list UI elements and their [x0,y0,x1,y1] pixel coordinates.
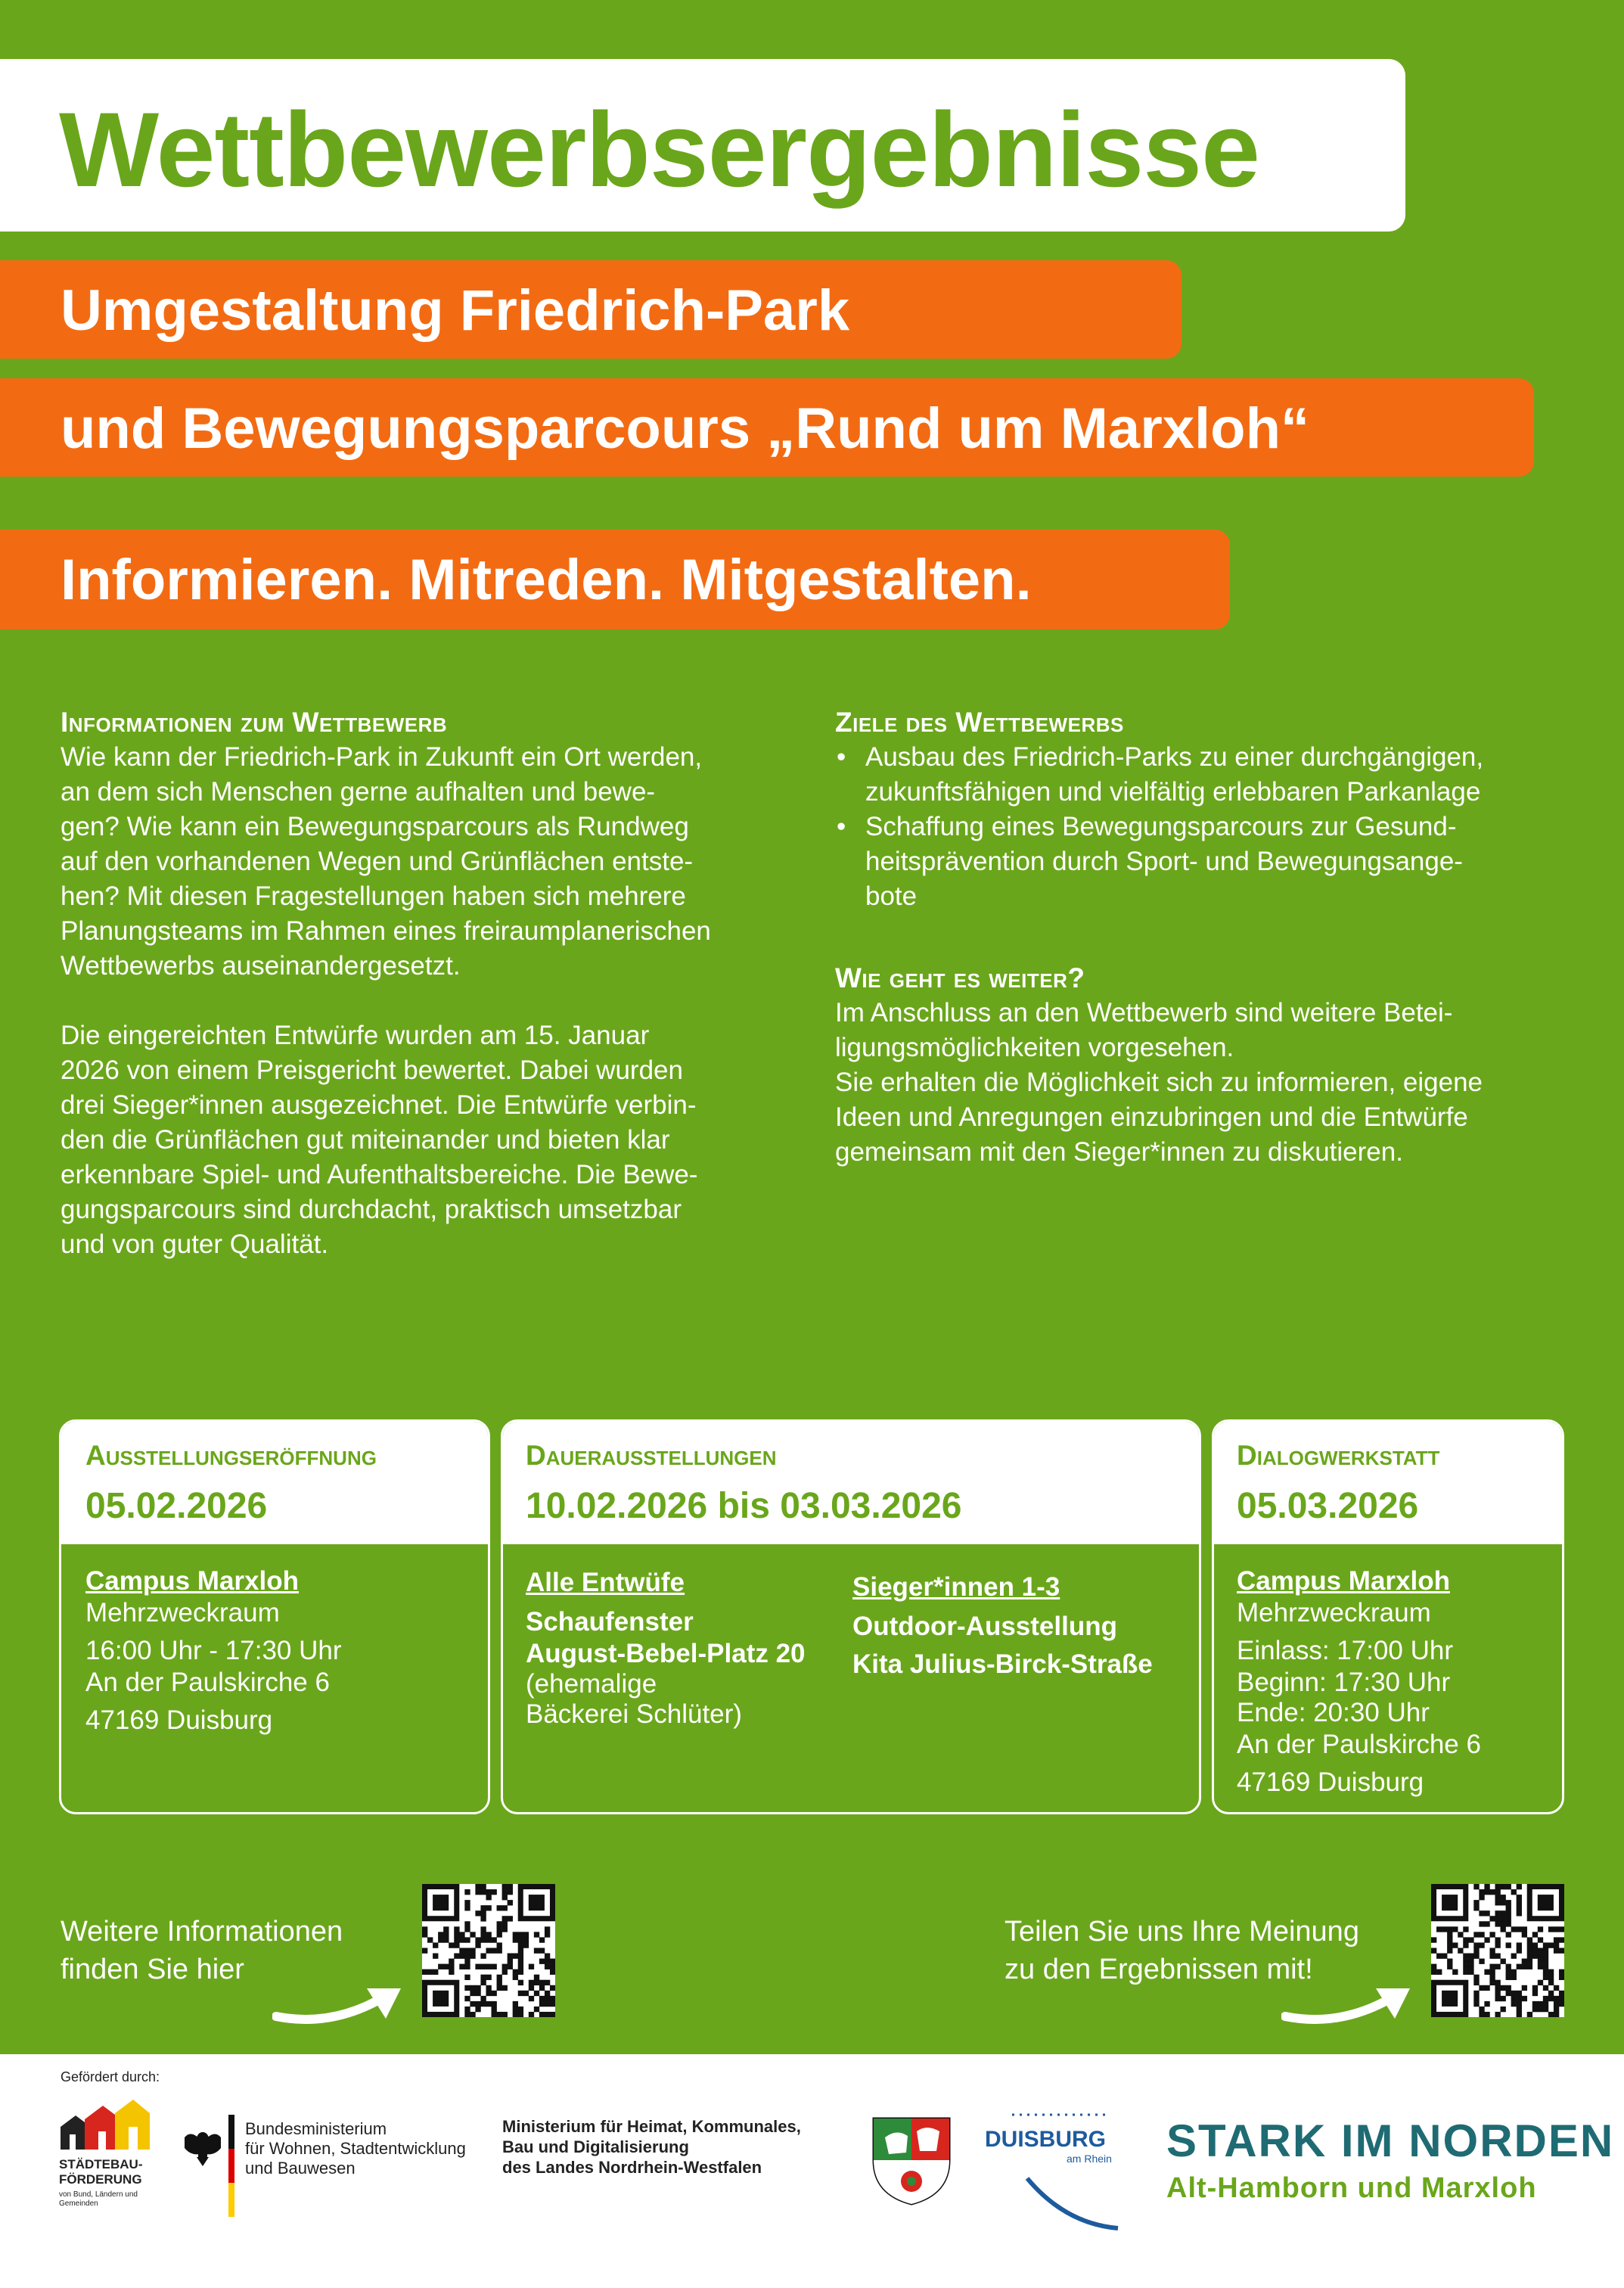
event-workshop-header [1214,1422,1562,1544]
event-workshop-room: Mehrzweckraum [1237,1598,1431,1627]
next-line: Ideen und Anregungen einzubringen und die Entwürfe [835,1102,1468,1132]
coat-of-arms-icon [870,2115,953,2206]
event-permanent-header [503,1422,1199,1544]
ministry-fed-line1: Bundesministerium [245,2119,387,2138]
event-workshop-city: 47169 Duisburg [1237,1767,1424,1797]
slogan: Informieren. Mitreden. Mitgestalten. [61,548,1032,612]
qr-code-icon[interactable] [422,1884,555,2017]
next-paragraph [835,996,1591,1170]
stark-im-norden-sub: Alt-Hamborn und Marxloh [1166,2172,1537,2204]
ministry-nrw-line1: Ministerium für Heimat, Kommunales, [502,2117,801,2136]
qr-left-line1: Weitere Informationen [61,1916,343,1948]
duisburg-logo-icon [982,2110,1133,2231]
event-workshop-date: 05.03.2026 [1237,1486,1419,1526]
event-workshop-end: Ende: 20:30 Uhr [1237,1698,1430,1727]
event-permanent-col1-note1: (ehemalige [526,1669,657,1699]
stark-im-norden-logo: STARK IM NORDEN [1166,2115,1615,2166]
event-permanent-col1-note2: Bäckerei Schlüter) [526,1699,742,1729]
flag-red [228,2149,234,2183]
event-workshop-street: An der Paulskirche 6 [1237,1730,1481,1759]
goals-line: heitsprävention durch Sport- und Bewegungsange- [865,847,1463,876]
info-line: Die eingereichten Entwürfe wurden am 15. Januar [61,1021,650,1050]
event-permanent-heading: Dauerausstellungen [526,1440,777,1471]
info-line: Planungsteams im Rahmen eines freiraumplanerischen [61,916,711,946]
event-permanent-col1-place2: August-Bebel-Platz 20 [526,1639,806,1668]
event-opening-room: Mehrzweckraum [85,1598,280,1627]
event-opening-box [59,1419,490,1814]
next-heading: Wie geht es weiter? [835,962,1085,993]
info-line: und von guter Qualität. [61,1229,329,1259]
duisburg-logo-sub: am Rhein [1067,2153,1112,2165]
staedtebau-line4: Gemeinden [59,2199,98,2208]
staedtebau-line3: von Bund, Ländern und [59,2190,138,2199]
goals-line: zukunftsfähigen und vielfältig erlebbaren Parkanlage [865,777,1481,807]
page-title: Wettbewerbsergebnisse [59,90,1259,209]
ministry-nrw-line3: des Landes Nordrhein-Westfalen [502,2158,762,2177]
event-permanent-date: 10.02.2026 bis 03.03.2026 [526,1486,962,1526]
staedtebau-logo-icon [59,2097,150,2150]
goals-item [835,740,1591,810]
goals-line: • Ausbau des Friedrich-Parks zu einer durchgängigen, [865,742,1484,772]
funded-by-label: Gefördert durch: [61,2069,160,2084]
flag-gold [228,2183,234,2217]
goals-section [835,705,1591,1170]
next-line: gemeinsam mit den Sieger*innen zu diskutieren. [835,1137,1403,1167]
next-line: ligungsmöglichkeiten vorgesehen. [835,1033,1234,1062]
ministry-fed-line3: und Bauwesen [245,2159,356,2178]
arrow-right-icon [272,1975,408,2028]
info-line: drei Sieger*innen ausgezeichnet. Die Entwürfe verbin- [61,1090,697,1120]
ministry-nrw-line2: Bau und Digitalisierung [502,2137,689,2156]
event-permanent-col2-place2: Kita Julius-Birck-Straße [852,1649,1153,1679]
next-line: Im Anschluss an den Wettbewerb sind weitere Betei- [835,998,1453,1027]
event-opening-street: An der Paulskirche 6 [85,1668,330,1697]
goals-item [835,810,1591,914]
event-opening-date: 05.02.2026 [85,1486,268,1526]
info-line: Wettbewerbs auseinandergesetzt. [61,951,461,981]
goals-heading: Ziele des Wettbewerbs [835,707,1124,738]
info-section [61,705,787,1262]
info-line: an dem sich Menschen gerne aufhalten und bewe- [61,777,656,807]
qr-code-icon[interactable] [1431,1884,1564,2017]
qr-right-line2: zu den Ergebnissen mit! [1005,1954,1313,1985]
event-opening-heading: Ausstellungseröffnung [85,1440,377,1471]
goals-list [835,740,1591,914]
event-opening-city: 47169 Duisburg [85,1705,273,1735]
info-paragraph-1 [61,740,787,984]
goals-line: • Schaffung eines Bewegungsparcours zur Gesund- [865,812,1457,841]
event-workshop-location: Campus Marxloh [1237,1566,1450,1596]
qr-left-line2: finden Sie hier [61,1954,244,1985]
event-opening-location: Campus Marxloh [85,1566,299,1596]
info-line: 2026 von einem Preisgericht bewertet. Dabei wurden [61,1055,683,1085]
event-permanent-col2-title: Sieger*innen 1-3 [852,1572,1060,1602]
subtitle-line-1: Umgestaltung Friedrich-Park [61,278,850,343]
staedtebau-line2: FÖRDERUNG [59,2172,142,2187]
info-line: erkennbare Spiel- und Aufenthaltsbereiche. Die Bewe- [61,1160,698,1189]
event-permanent-col1-title: Alle Entwüfe [526,1568,685,1597]
event-workshop-box [1212,1419,1564,1814]
info-line: gen? Wie kann ein Bewegungsparcours als Rundweg [61,812,689,841]
qr-right-line1: Teilen Sie uns Ihre Meinung [1005,1916,1359,1948]
event-permanent-col1-place1: Schaufenster [526,1607,694,1637]
info-line: Wie kann der Friedrich-Park in Zukunft ein Ort werden, [61,742,703,772]
subtitle-line-2: und Bewegungsparcours „Rund um Marxloh“ [61,396,1309,461]
event-opening-time: 16:00 Uhr - 17:30 Uhr [85,1636,342,1665]
duisburg-logo-text: DUISBURG [985,2127,1107,2152]
event-workshop-start: Beginn: 17:30 Uhr [1237,1668,1451,1697]
event-permanent-box [501,1419,1201,1814]
info-line: gungsparcours sind durchdacht, praktisch umsetzbar [61,1195,682,1224]
info-heading: Informationen zum Wettbewerb [61,707,448,738]
flag-black [228,2115,234,2149]
event-opening-header [61,1422,488,1544]
info-line: auf den vorhandenen Wegen und Grünflächen entste- [61,847,694,876]
event-workshop-entry: Einlass: 17:00 Uhr [1237,1636,1453,1665]
eagle-icon [180,2122,225,2168]
arrow-right-icon [1281,1975,1418,2028]
info-paragraph-2 [61,1018,787,1262]
goals-line: bote [865,881,918,911]
ministry-fed-line2: für Wohnen, Stadtentwicklung [245,2139,466,2158]
footer [0,2054,1624,2288]
event-permanent-col2-place1: Outdoor-Ausstellung [852,1612,1117,1641]
info-line: hen? Mit diesen Fragestellungen haben sich mehrere [61,881,686,911]
info-line: den die Grünflächen gut miteinander und bieten klar [61,1125,670,1155]
staedtebau-line1: STÄDTEBAU- [59,2157,143,2171]
next-line: Sie erhalten die Möglichkeit sich zu informieren, eigene [835,1068,1483,1097]
event-workshop-heading: Dialogwerkstatt [1237,1440,1440,1471]
